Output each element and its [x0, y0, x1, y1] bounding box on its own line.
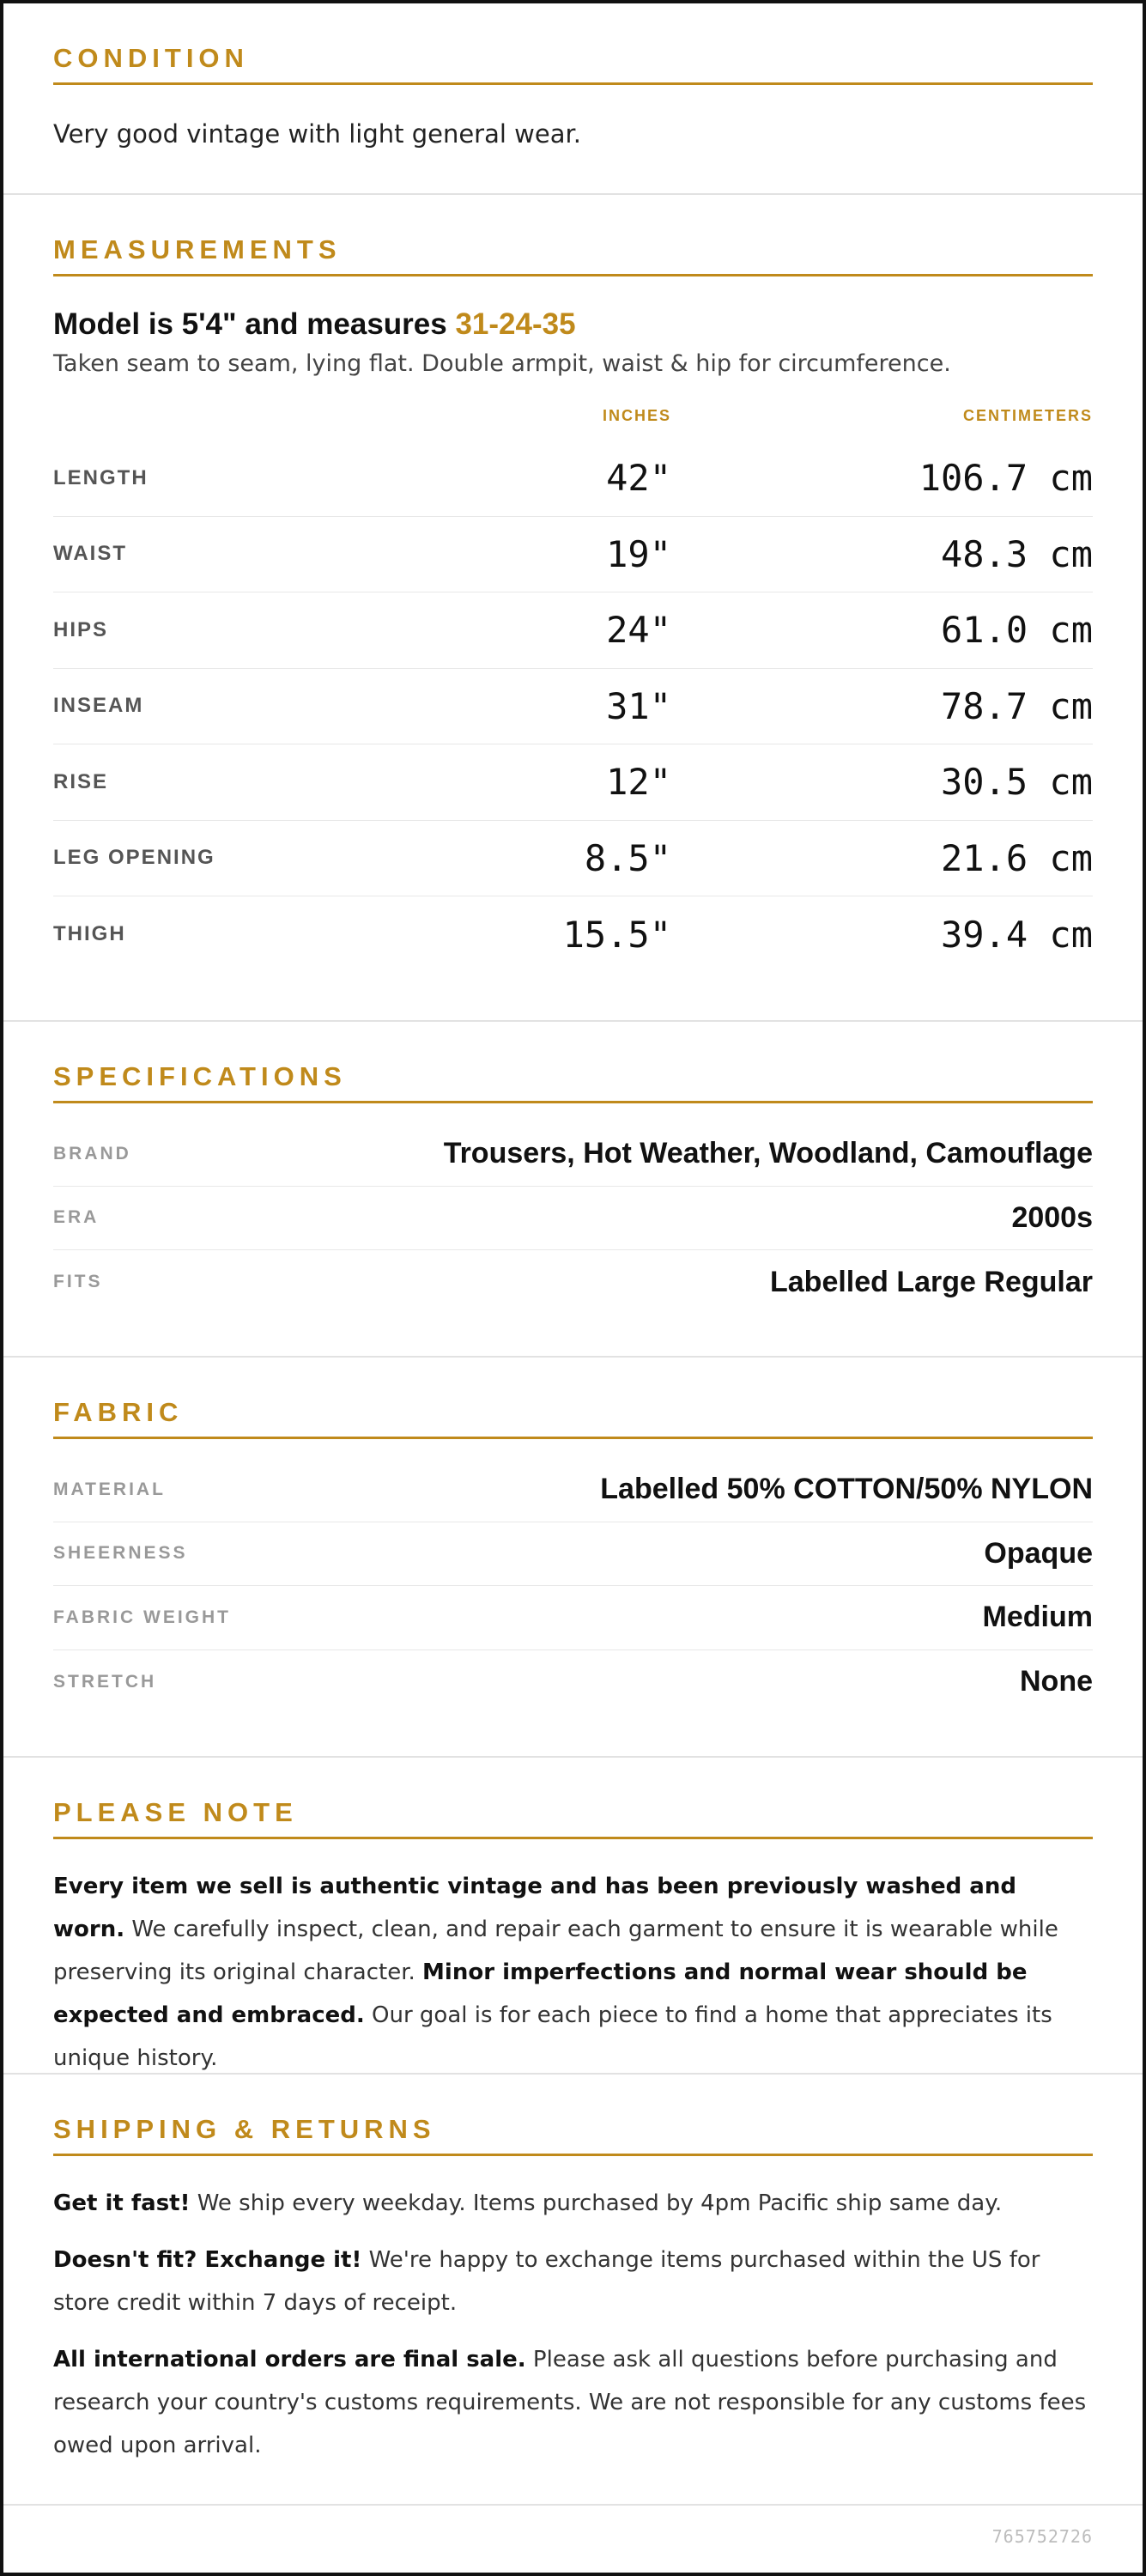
- exchange-text: We're happy to exchange items purchased within the US for store credit within 7 days of receipt.: [53, 2247, 1040, 2316]
- measurements-subtitle: Taken seam to seam, lying flat. Double armpit, waist & hip for circumference.: [53, 350, 951, 377]
- measurement-cm: 39.4 cm: [940, 913, 1093, 956]
- specifications-section: [3, 1022, 1143, 1358]
- fabric-key: SHEERNESS: [53, 1543, 188, 1564]
- measurements-title: MEASUREMENTS: [53, 234, 1093, 276]
- measurement-label: LEG OPENING: [53, 846, 215, 870]
- please-note-text: [53, 1865, 1093, 2080]
- spec-value: Labelled Large Regular: [770, 1265, 1093, 1298]
- table-row: [53, 517, 1093, 593]
- fabric-key: MATERIAL: [53, 1479, 166, 1499]
- item-id: 765752726: [991, 2526, 1093, 2547]
- table-row: [53, 821, 1093, 897]
- model-prefix: Model is 5'4" and measures: [53, 307, 456, 341]
- measurement-cm: 106.7 cm: [919, 457, 1093, 500]
- note-bold-2: Minor imperfections and normal wear should be expected and embraced.: [53, 1959, 1028, 2028]
- exchange-bold: Doesn't fit? Exchange it!: [53, 2247, 362, 2273]
- measurement-inches: 31": [606, 684, 671, 727]
- note-text-2: Our goal is for each piece to find a home that appreciates its unique history.: [53, 2002, 1052, 2071]
- international-bold: All international orders are final sale.: [53, 2347, 526, 2372]
- measurements-table-header: [53, 403, 1093, 428]
- specifications-table: [53, 1122, 1093, 1315]
- note-bold-1: Every item we sell is authentic vintage and has been previously washed and worn.: [53, 1874, 1016, 1942]
- fabric-value: Labelled 50% COTTON/50% NYLON: [600, 1473, 1093, 1506]
- fabric-key: FABRIC WEIGHT: [53, 1607, 231, 1627]
- spec-key: ERA: [53, 1207, 100, 1228]
- table-row: [53, 1187, 1093, 1251]
- measurement-inches: 19": [606, 532, 671, 575]
- measurement-cm: 30.5 cm: [940, 761, 1093, 804]
- measurement-cm: 21.6 cm: [940, 836, 1093, 879]
- table-row: [53, 1458, 1093, 1522]
- fabric-section: [3, 1358, 1143, 1758]
- table-row: [53, 440, 1093, 517]
- note-text-1: We carefully inspect, clean, and repair each garment to ensure it is wearable while preserving its original character.: [53, 1917, 1058, 1985]
- condition-text: Very good vintage with light general wear.: [53, 119, 581, 149]
- table-row: [53, 1122, 1093, 1187]
- condition-title: CONDITION: [53, 43, 1093, 85]
- measurement-inches: 8.5": [584, 836, 671, 879]
- fabric-key: STRETCH: [53, 1671, 157, 1692]
- measurement-cm: 78.7 cm: [940, 684, 1093, 727]
- inches-column-header: INCHES: [602, 406, 671, 424]
- centimeters-column-header: CENTIMETERS: [962, 406, 1093, 424]
- measurements-section: [3, 195, 1143, 1022]
- fabric-table: [53, 1458, 1093, 1714]
- model-measurements-highlight: 31-24-35: [455, 307, 576, 341]
- spec-key: FITS: [53, 1272, 103, 1292]
- shipping-section: [3, 2075, 1143, 2506]
- measurement-label: LENGTH: [53, 465, 149, 489]
- measurement-inches: 42": [606, 457, 671, 500]
- please-note-section: [3, 1758, 1143, 2075]
- exchange-paragraph: [53, 2239, 1093, 2324]
- shipping-paragraph: [53, 2182, 1093, 2225]
- fabric-title: FABRIC: [53, 1397, 1093, 1439]
- table-row: [53, 896, 1093, 973]
- specifications-title: SPECIFICATIONS: [53, 1061, 1093, 1103]
- measurement-label: INSEAM: [53, 694, 144, 718]
- spec-value: 2000s: [1011, 1200, 1093, 1234]
- measurement-inches: 24": [606, 609, 671, 652]
- shipping-bold: Get it fast!: [53, 2190, 191, 2216]
- measurement-cm: 61.0 cm: [940, 609, 1093, 652]
- table-row: [53, 669, 1093, 745]
- measurement-cm: 48.3 cm: [940, 532, 1093, 575]
- spec-key: BRAND: [53, 1143, 131, 1163]
- measurement-inches: 12": [606, 761, 671, 804]
- fabric-value: None: [1020, 1665, 1093, 1698]
- please-note-title: PLEASE NOTE: [53, 1797, 1093, 1839]
- table-row: [53, 1250, 1093, 1315]
- measurement-label: RISE: [53, 769, 109, 793]
- shipping-text: We ship every weekday. Items purchased by 4pm Pacific ship same day.: [190, 2190, 1003, 2216]
- table-row: [53, 1650, 1093, 1715]
- measurement-label: THIGH: [53, 922, 126, 946]
- measurement-label: HIPS: [53, 617, 109, 641]
- table-row: [53, 1586, 1093, 1650]
- measurement-label: WAIST: [53, 542, 127, 566]
- shipping-title: SHIPPING & RETURNS: [53, 2114, 1093, 2156]
- international-text: Please ask all questions before purchasing and research your country's customs requirements. We are not responsible for any customs fees owed upon arrival.: [53, 2347, 1087, 2458]
- fabric-value: Opaque: [984, 1536, 1093, 1570]
- measurement-inches: 15.5": [562, 913, 671, 956]
- spec-value: Trousers, Hot Weather, Woodland, Camouflage: [443, 1137, 1093, 1170]
- model-measurements-line: [53, 307, 1093, 342]
- fabric-value: Medium: [982, 1601, 1093, 1634]
- table-row: [53, 744, 1093, 821]
- table-row: [53, 1522, 1093, 1587]
- measurements-table: [53, 440, 1093, 973]
- condition-section: [3, 3, 1143, 195]
- international-paragraph: [53, 2338, 1093, 2467]
- table-row: [53, 592, 1093, 669]
